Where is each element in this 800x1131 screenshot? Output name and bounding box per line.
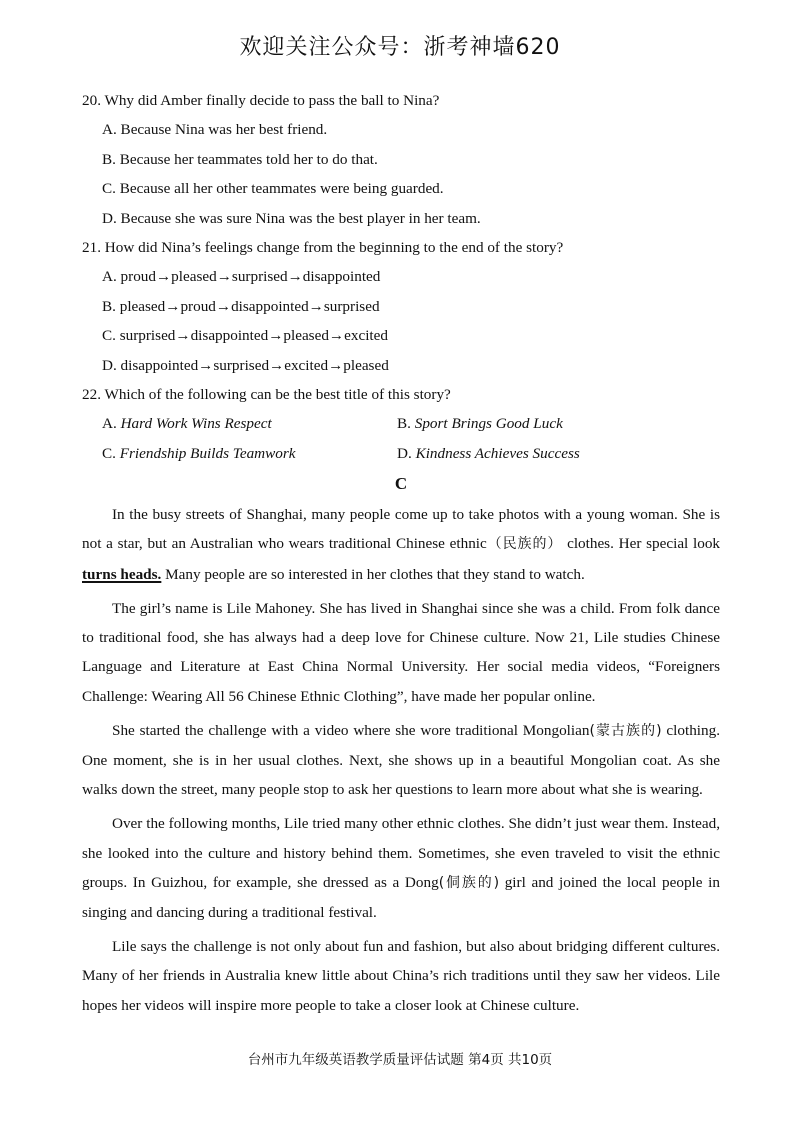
option-b: B. pleased→proud→disappointed→surprised [102, 297, 380, 315]
option-a [102, 409, 397, 438]
option-c: C. Because all her other teammates were being guarded. [102, 180, 444, 198]
page-header: 欢迎关注公众号：浙考神墙620 [239, 35, 561, 60]
text-run: Over the following months, Lile tried many other ethnic clothes. She didn’t just wear them. Instead, she looked into the culture and history behind them. Sometimes, she even traveled to visit the ethnic groups. In Guizhou, for example, she dressed as a Dong [82, 815, 720, 891]
option-title: Hard Work Wins Respect [120, 415, 272, 433]
option-a: A. proud→pleased→surprised→disappointed [102, 268, 381, 286]
text-run: She started the challenge with a video where she wore traditional Mongolian [112, 721, 590, 739]
exam-page [82, 86, 720, 1025]
text-run: In the busy streets of Shanghai, many people come up to take photos with a young woman. She is not a star, but an Australian who wears traditional Chinese ethnic [82, 506, 720, 553]
question-stem: 21. How did Nina’s feelings change from the beginning to the end of the story? [82, 239, 564, 257]
passage-paragraph-4 [82, 809, 720, 927]
passage-paragraph-3 [82, 716, 720, 805]
question-21 [82, 233, 720, 380]
passage-paragraph-1 [82, 500, 720, 589]
text-run: clothes. Her special look [562, 535, 721, 553]
option-title: Friendship Builds Teamwork [119, 444, 296, 462]
passage-paragraph-2: The girl’s name is Lile Mahoney. She has lived in Shanghai since she was a child. From folk dance to traditional food, she has always had a deep love for Chinese culture. Now 21, Lile studies Chinese Language and Literature at East China Normal University. Her social media videos, “Foreigners Challenge: Wearing All 56 Chinese Ethnic Clothing”, have made her popular online. [82, 599, 720, 705]
option-row-cd [82, 439, 720, 468]
question-22 [82, 380, 720, 468]
question-stem: 20. Why did Amber finally decide to pass the ball to Nina? [82, 92, 440, 109]
option-letter: B. [397, 415, 415, 433]
question-20 [82, 86, 720, 233]
underlined-phrase: turns heads. [82, 565, 162, 583]
option-d [397, 439, 692, 468]
option-d: D. disappointed→surprised→excited→pleased [102, 356, 389, 374]
option-letter: D. [397, 444, 416, 462]
option-letter: A. [102, 415, 121, 433]
chinese-gloss: (蒙古族的) [589, 722, 662, 739]
option-c: C. surprised→disappointed→pleased→excited [102, 327, 388, 345]
text-run: clothing. One moment, she is in her usual clothes. Next, she shows up in a beautiful Mongolian coat. As she walks down the street, many people stop to ask her questions to learn more about what she is wearing. [82, 721, 721, 799]
option-title: Sport Brings Good Luck [414, 415, 563, 433]
option-letter: C. [102, 444, 120, 462]
option-a: A. Because Nina was her best friend. [102, 121, 328, 139]
passage-paragraph-5: Lile says the challenge is not only about fun and fashion, but also about bridging different cultures. Many of her friends in Australia knew little about China’s rich traditions until they saw her videos. Lile hopes her videos will inspire more people to take a closer look at Chinese culture. [82, 938, 720, 1014]
chinese-gloss: (侗族的) [438, 874, 500, 891]
option-b [397, 409, 692, 438]
option-c [102, 439, 397, 468]
option-title: Kindness Achieves Success [415, 444, 580, 462]
option-b: B. Because her teammates told her to do that. [102, 150, 378, 168]
text-run: Many people are so interested in her clothes that they stand to watch. [161, 565, 585, 583]
option-d: D. Because she was sure Nina was the best player in her team. [102, 209, 481, 227]
page-footer: 台州市九年级英语教学质量评估试题 第4页 共10页 [247, 1052, 553, 1068]
section-title: C [394, 474, 408, 494]
option-row-ab [82, 409, 720, 438]
chinese-gloss: （民族的） [486, 536, 563, 553]
text-run: girl and joined the local people in singing and dancing during a traditional festival. [82, 873, 720, 921]
question-stem: 22. Which of the following can be the best title of this story? [82, 386, 451, 404]
